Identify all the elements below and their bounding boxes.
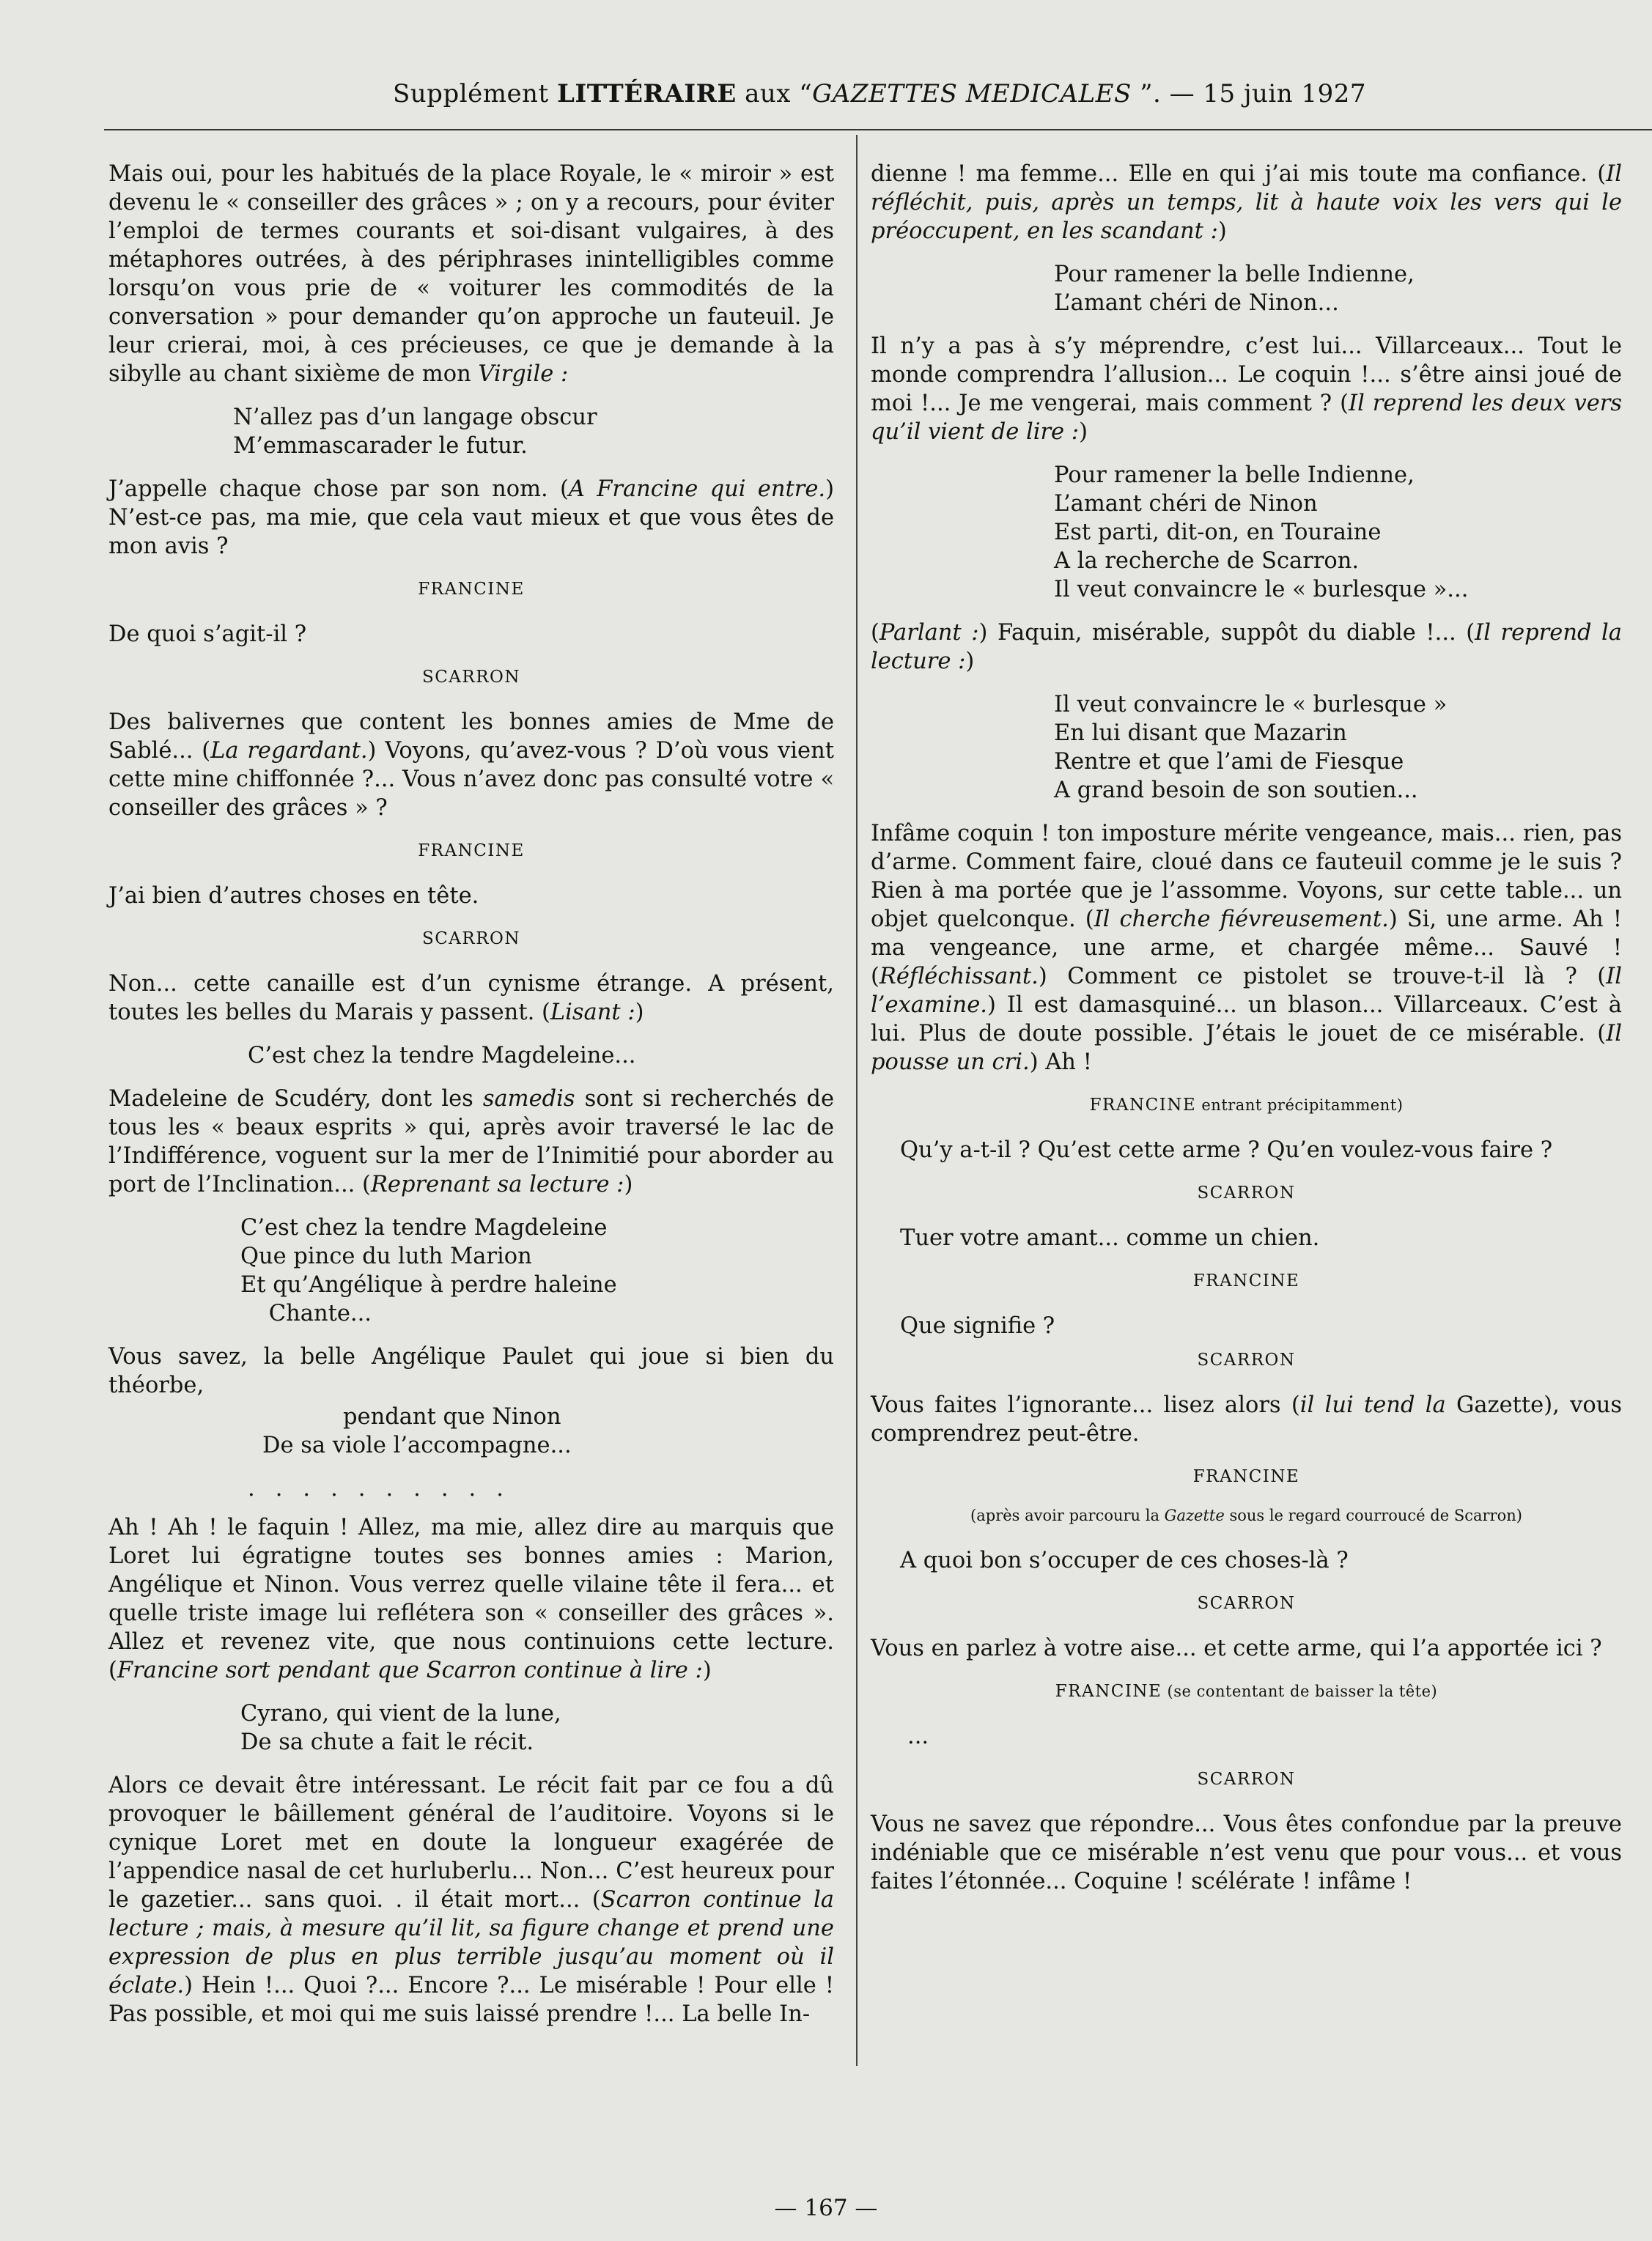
running-header — [110, 79, 1649, 108]
speaker-label: FRANCINE — [1089, 1096, 1197, 1115]
paragraph — [871, 619, 1622, 676]
verse-line: Pour ramener la belle Indienne, — [1054, 462, 1415, 488]
paragraph — [108, 1513, 834, 1685]
text-italic: Francine sort pendant que Scarron continue à lire : — [117, 1658, 703, 1683]
paragraph — [108, 475, 834, 561]
text: Alors ce devait être intéressant. Le récit fait par ce fou a dû provoquer le bâillement général de l’auditoire. Voyons si le cynique Loret met en doute la longueur exagérée de l’appendice nasal de cet hurluberlu... Non... C’est heureux pour le gazetier... sans quoi. . il était mort... ( — [108, 1773, 834, 1913]
verse-line: M’emmascarader le futur. — [233, 433, 528, 459]
header-literary: LITTÉRAIRE — [556, 79, 737, 108]
verse-line: A la recherche de Scarron. — [1054, 548, 1360, 574]
text: ) N’est-ce pas, ma mie, que cela vaut mieux et que vous êtes de mon avis ? — [108, 476, 834, 559]
text: Non... cette canaille est d’un cynisme étrange. A présent, toutes les belles du Marais y passent. ( — [108, 971, 834, 1025]
text: ) — [965, 649, 975, 674]
dialogue-line: A quoi bon s’occuper de ces choses-là ? — [900, 1548, 1349, 1573]
verse-block — [108, 1403, 834, 1460]
verse-line: L’amant chéri de Ninon — [1054, 491, 1318, 517]
text-italic: samedis — [482, 1086, 575, 1112]
speaker-name: FRANCINE — [418, 580, 525, 599]
text-italic: Il reprend les deux vers qu’il vient de lire : — [871, 391, 1622, 445]
text-italic: il lui tend la — [1299, 1392, 1446, 1418]
text: ( — [871, 620, 880, 646]
text-italic: Reprenant sa lecture : — [370, 1172, 624, 1197]
verse-block — [871, 690, 1622, 805]
paragraph — [108, 160, 834, 388]
header-prefix: Supplément — [392, 79, 549, 108]
speaker-name: FRANCINE — [418, 841, 525, 860]
stage-direction — [871, 1502, 1622, 1530]
header-aux: aux “ — [745, 79, 813, 108]
verse-line: Il veut convaincre le « burlesque »... — [1054, 577, 1469, 602]
text: ) Comment ce pistolet se trouve-t-il là ? ( — [1038, 964, 1607, 989]
ellipsis-row: .......... — [248, 1476, 524, 1502]
verse-line: Pour ramener la belle Indienne, — [1054, 262, 1415, 287]
text-italic: Il réfléchit, puis, après un temps, lit à haute voix les vers qui le préoccupent, en les scandant : — [871, 161, 1622, 244]
page-number: — 167 — — [774, 2195, 878, 2221]
dialogue-line: De quoi s’agit-il ? — [108, 621, 307, 647]
verse-line: N’allez pas d’un langage obscur — [233, 405, 597, 430]
text: Vous faites l’ignorante... lisez alors ( — [871, 1392, 1300, 1418]
speaker-label: FRANCINE — [1055, 1682, 1162, 1701]
verse-line: Il veut convaincre le « burlesque » — [1054, 692, 1448, 717]
text: ) — [624, 1172, 633, 1197]
paragraph: Vous savez, la belle Angélique Paulet qui joue si bien du théorbe, — [108, 1344, 834, 1398]
verse-line: De sa chute a fait le récit. — [240, 1729, 534, 1755]
text: ) Il est damasquiné... un blason... Villarceaux. C’est à lui. Plus de doute possible. J’étais le jouet de ce misérable. ( — [871, 992, 1622, 1046]
verse-line: A grand besoin de son soutien... — [1054, 778, 1418, 803]
header-date: ”. — 15 juin 1927 — [1140, 79, 1367, 108]
verse-line: L’amant chéri de Ninon... — [1054, 290, 1339, 316]
text: ) Voyons, qu’avez-vous ? D’où vous vient cette mine chiffonnée ?... Vous n’avez donc pas consulté votre « conseiller des grâces » ? — [108, 738, 834, 821]
paragraph — [871, 160, 1622, 245]
speaker-name — [871, 1091, 1622, 1120]
speaker-name — [871, 1677, 1622, 1706]
text: Des balivernes que content les bonnes amies de Mme de Sablé... ( — [108, 709, 834, 764]
text: ) Ah ! — [1029, 1049, 1092, 1075]
verse-line: En lui disant que Mazarin — [1054, 720, 1347, 746]
text: Mais oui, pour les habitués de la place Royale, le « miroir » est devenu le « conseiller des grâces » ; on y a recours, pour éviter l’emploi de termes courants et soi-disant vulgaires, à des métaphores outrées, à des périphrases inintelligibles comme lorsqu’on vous prie de « voiturer les commodités de la conversation » pour demander qu’on approche un fauteuil. Je leur crierai, moi, à ces précieuses, ce que je demande à la sibylle au chant sixième de mon — [108, 161, 834, 387]
header-gazettes: GAZETTES MEDICALES — [812, 79, 1132, 108]
speaker-name: SCARRON — [1197, 1184, 1296, 1203]
verse-line: Que pince du luth Marion — [240, 1244, 532, 1269]
dialogue-line: Que signifie ? — [900, 1313, 1055, 1339]
paragraph — [108, 1085, 834, 1199]
verse-line: pendant que Ninon — [343, 1404, 561, 1430]
stage-direction: (se contentant de baisser la tête) — [1162, 1683, 1438, 1700]
text-italic: A Francine qui entre. — [568, 476, 826, 502]
paragraph — [108, 1771, 834, 2028]
verse-block — [871, 260, 1622, 317]
text-italic: Réfléchissant. — [879, 964, 1039, 989]
verse-line: Est parti, dit-on, en Touraine — [1054, 520, 1382, 545]
speaker-name: SCARRON — [1197, 1594, 1296, 1613]
stage-direction: entrant précipitamment) — [1196, 1096, 1404, 1114]
text: ) Faquin, misérable, suppôt du diable !... ( — [978, 620, 1475, 646]
text-italic: Scarron continue la lecture ; mais, à mesure qu’il lit, sa figure change et prend une expression de plus en plus terrible jusqu’au moment où il éclate. — [108, 1887, 834, 1998]
dialogue-line: J’ai bien d’autres choses en tête. — [108, 883, 479, 909]
text-italic: Il pousse un cri. — [871, 1021, 1622, 1075]
speaker-name: FRANCINE — [1192, 1271, 1300, 1291]
dialogue-line: Tuer votre amant... comme un chien. — [900, 1225, 1320, 1251]
text: Il n’y a pas à s’y méprendre, c’est lui... Villarceaux... Tout le monde comprendra l’allusion... Le coquin !... s’être ainsi joué de moi !... Je me vengerai, mais comment ? ( — [871, 333, 1622, 416]
dialogue-line: ... — [907, 1724, 929, 1749]
text-italic: Lisant : — [550, 1000, 635, 1025]
left-column — [108, 160, 834, 2043]
text: Infâme coquin ! ton imposture mérite vengeance, mais... rien, pas d’arme. Comment faire, cloué dans ce fauteuil comme je le suis ? Rien à ma portée que je l’assomme. Voyons, sur cette table... un objet quelconque. ( — [871, 821, 1622, 932]
text: dienne ! ma femme... Elle en qui j’ai mis toute ma confiance. ( — [871, 161, 1607, 187]
verse-line: C’est chez la tendre Magdeleine — [240, 1215, 608, 1241]
dialogue-line: Qu’y a-t-il ? Qu’est cette arme ? Qu’en voulez-vous faire ? — [900, 1137, 1553, 1163]
verse-block — [108, 1214, 834, 1328]
verse-line: C’est chez la tendre Magdeleine... — [248, 1043, 636, 1068]
text-italic: Il reprend la lecture : — [871, 620, 1622, 674]
text: ) — [635, 1000, 644, 1025]
text: J’appelle chaque chose par son nom. ( — [108, 476, 569, 502]
text: ) Hein !... Quoi ?... Encore ?... Le misérable ! Pour elle ! Pas possible, et moi qui me suis laissé prendre !... La belle In- — [108, 1973, 834, 2027]
text: ) — [1217, 218, 1227, 244]
paragraph — [871, 819, 1622, 1077]
text: sous le regard courroucé de Scarron) — [1224, 1507, 1522, 1524]
paragraph: Vous ne savez que répondre... Vous êtes confondue par la preuve indéniable que ce misérable n’est venu que pour vous... et vous faites l’étonnée... Coquine ! scélérate ! infâme ! — [871, 1812, 1622, 1894]
text: Madeleine de Scudéry, dont les — [108, 1086, 483, 1112]
verse-line: Chante... — [240, 1301, 372, 1326]
text: (après avoir parcouru la — [970, 1507, 1165, 1524]
paragraph — [871, 1391, 1622, 1448]
text-italic: Parlant : — [879, 620, 979, 646]
right-column — [871, 160, 1622, 1910]
verse-line: De sa viole l’accompagne... — [262, 1433, 572, 1458]
text: ) — [702, 1658, 712, 1683]
verse-block — [108, 403, 834, 460]
verse-block — [108, 1041, 834, 1070]
paragraph — [108, 970, 834, 1027]
speaker-name: SCARRON — [1197, 1351, 1296, 1370]
paragraph: Vous en parlez à votre aise... et cette arme, qui l’a apportée ici ? — [871, 1636, 1602, 1661]
paragraph — [871, 332, 1622, 446]
text: sont si recherchés de tous les « beaux esprits » qui, après avoir traversé le lac de l’Indifférence, voguent sur la mer de l’Inimitié pour aborder au port de l’Inclination... ( — [108, 1086, 835, 1197]
verse-line: Rentre et que l’ami de Fiesque — [1054, 749, 1404, 775]
verse-line: Cyrano, qui vient de la lune, — [240, 1701, 561, 1727]
text-italic: Il cherche fiévreusement. — [1094, 907, 1389, 932]
column-divider — [856, 135, 858, 2066]
verse-line: Et qu’Angélique à perdre haleine — [240, 1272, 617, 1298]
text-italic: Virgile : — [478, 361, 569, 387]
text-italic: La regardant. — [210, 738, 368, 764]
verse-block — [871, 461, 1622, 604]
speaker-name: SCARRON — [421, 929, 521, 948]
text: Gazette), vous comprendrez peut-être. — [871, 1392, 1622, 1447]
speaker-name: SCARRON — [421, 668, 521, 687]
text: ) — [1079, 419, 1088, 445]
text-italic: Il l’examine. — [871, 964, 1622, 1018]
text: Ah ! Ah ! le faquin ! Allez, ma mie, allez dire au marquis que Loret lui égratigne toutes ses bonnes amies : Marion, Angélique et Ninon. Vous verrez quelle vilaine tête il fera... et quelle triste image lui reflétera son « conseiller des grâces ». Allez et revenez vite, que nous continuions cette lecture. ( — [108, 1515, 834, 1683]
paragraph — [108, 708, 834, 822]
text: ) Si, une arme. Ah ! ma vengeance, une arme, et chargée même... Sauvé ! ( — [871, 907, 1622, 989]
text-italic: Gazette — [1164, 1507, 1225, 1524]
speaker-name: FRANCINE — [1192, 1467, 1300, 1486]
header-rule — [104, 129, 1652, 130]
verse-block — [108, 1699, 834, 1757]
speaker-name: SCARRON — [1197, 1770, 1296, 1789]
